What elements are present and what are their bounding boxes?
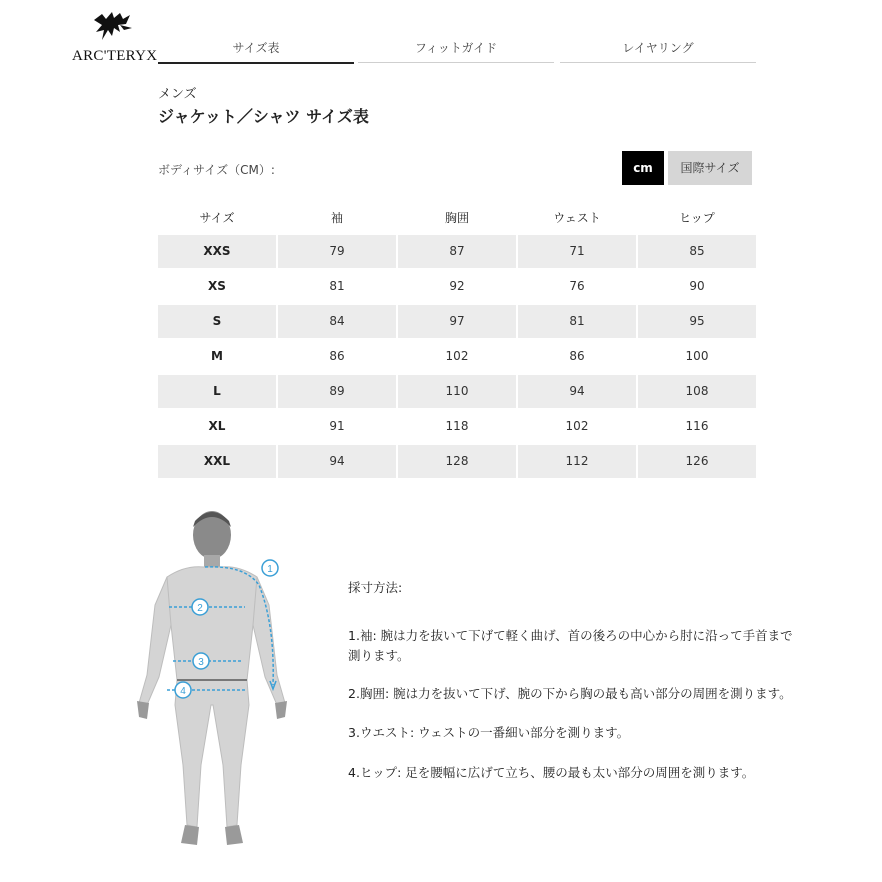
table-cell: 97 xyxy=(398,305,516,338)
column-header-sleeve: 袖 xyxy=(330,211,343,225)
table-cell: 94 xyxy=(518,375,636,408)
instruction-number: 3 xyxy=(348,725,356,740)
marker-3 xyxy=(193,653,209,669)
table-cell: S xyxy=(158,305,276,338)
table-cell: 95 xyxy=(638,305,756,338)
instructions-heading: 採寸方法: xyxy=(348,580,403,595)
table-cell: 91 xyxy=(329,419,345,433)
table-cell: 71 xyxy=(518,235,636,268)
table-cell: 79 xyxy=(278,235,396,268)
unit-international-button[interactable]: 国際サイズ xyxy=(668,151,752,185)
brand-logo[interactable] xyxy=(72,10,162,66)
svg-text:3: 3 xyxy=(198,657,204,668)
table-cell: 90 xyxy=(689,279,705,293)
unit-cm-button[interactable]: cm xyxy=(622,151,664,185)
table-cell: 81 xyxy=(329,279,345,293)
table-cell: XXS xyxy=(158,235,276,268)
table-row xyxy=(158,410,756,445)
marker-1 xyxy=(262,560,278,576)
table-cell: 85 xyxy=(638,235,756,268)
table-cell: 126 xyxy=(638,445,756,478)
instruction-label: ヒップ xyxy=(359,765,398,780)
body-outline-illustration xyxy=(125,505,295,865)
table-cell: M xyxy=(211,349,223,363)
instruction-label: 胸囲 xyxy=(359,686,385,701)
svg-text:4: 4 xyxy=(180,686,186,697)
instruction-item-chest: 2.胸囲: 腕は力を抜いて下げ、腕の下から胸の最も高い部分の周囲を測ります。 xyxy=(348,686,792,701)
table-cell: L xyxy=(158,375,276,408)
instruction-item-waist: 3.ウエスト: ウェストの一番細い部分を測ります。 xyxy=(348,725,630,740)
column-header-waist: ウェスト xyxy=(553,211,601,225)
table-cell: 102 xyxy=(445,349,469,363)
instruction-number: 1 xyxy=(348,628,356,643)
table-cell: 76 xyxy=(569,279,585,293)
column-header-size: サイズ xyxy=(199,211,235,225)
table-cell: 81 xyxy=(518,305,636,338)
table-cell: 86 xyxy=(329,349,345,363)
table-row xyxy=(158,305,756,340)
instruction-item-hip: 4.ヒップ: 足を腰幅に広げて立ち、腰の最も太い部分の周囲を測ります。 xyxy=(348,765,755,780)
table-cell: 112 xyxy=(518,445,636,478)
svg-text:2: 2 xyxy=(197,603,203,614)
column-header-hip: ヒップ xyxy=(679,211,715,225)
table-cell: XXL xyxy=(158,445,276,478)
table-cell: 116 xyxy=(685,419,709,433)
instruction-text: : 腕は力を抜いて下げ、腕の下から胸の最も高い部分の周囲を測ります。 xyxy=(384,686,792,701)
measuring-instructions xyxy=(348,578,798,801)
table-row xyxy=(158,270,756,305)
table-cell: XL xyxy=(208,419,226,433)
table-cell: 100 xyxy=(685,349,709,363)
tab-fit-guide[interactable]: フィットガイド xyxy=(358,38,554,63)
instruction-text: : 足を腰幅に広げて立ち、腰の最も太い部分の周囲を測ります。 xyxy=(397,765,755,780)
size-table xyxy=(158,203,756,480)
column-header-chest: 胸囲 xyxy=(444,211,469,225)
table-cell: 89 xyxy=(278,375,396,408)
instruction-number: 2 xyxy=(348,686,356,701)
archaeopteryx-logo-icon xyxy=(90,10,136,46)
table-cell: 84 xyxy=(278,305,396,338)
instruction-text: : ウェストの一番細い部分を測ります。 xyxy=(409,725,630,740)
table-row xyxy=(158,375,756,410)
table-cell: 118 xyxy=(445,419,469,433)
table-row xyxy=(158,445,756,480)
tab-layering[interactable]: レイヤリング xyxy=(560,38,756,63)
table-cell: 128 xyxy=(398,445,516,478)
instruction-number: 4 xyxy=(348,765,356,780)
marker-2 xyxy=(192,599,208,615)
instruction-label: 袖 xyxy=(359,628,373,643)
table-header-row xyxy=(158,203,756,235)
page-title: ジャケット／シャツ サイズ表 xyxy=(158,107,369,126)
size-guide-tabs xyxy=(158,38,756,64)
category-label: メンズ xyxy=(158,87,197,102)
body-size-label: ボディサイズ（CM）: xyxy=(158,163,275,177)
tab-size-chart[interactable]: サイズ表 xyxy=(158,38,354,64)
table-cell: XS xyxy=(208,279,226,293)
table-cell: 92 xyxy=(449,279,465,293)
table-row xyxy=(158,235,756,270)
table-cell: 110 xyxy=(398,375,516,408)
table-row xyxy=(158,340,756,375)
table-cell: 87 xyxy=(398,235,516,268)
table-cell: 86 xyxy=(569,349,585,363)
table-cell: 94 xyxy=(278,445,396,478)
brand-wordmark: ARC'TERYX xyxy=(72,48,158,64)
instruction-text: : 腕は力を抜いて下げて軽く曲げ、首の後ろの中心から肘に沿って手首まで測ります。 xyxy=(348,628,793,663)
marker-4 xyxy=(175,682,191,698)
instruction-item-sleeve: 1.袖: 腕は力を抜いて下げて軽く曲げ、首の後ろの中心から肘に沿って手首まで測ります。 xyxy=(348,628,793,663)
svg-text:1: 1 xyxy=(267,564,273,575)
measurement-figure xyxy=(125,505,295,865)
table-cell: 108 xyxy=(638,375,756,408)
table-cell: 102 xyxy=(565,419,589,433)
instruction-label: ウエスト xyxy=(359,725,410,740)
